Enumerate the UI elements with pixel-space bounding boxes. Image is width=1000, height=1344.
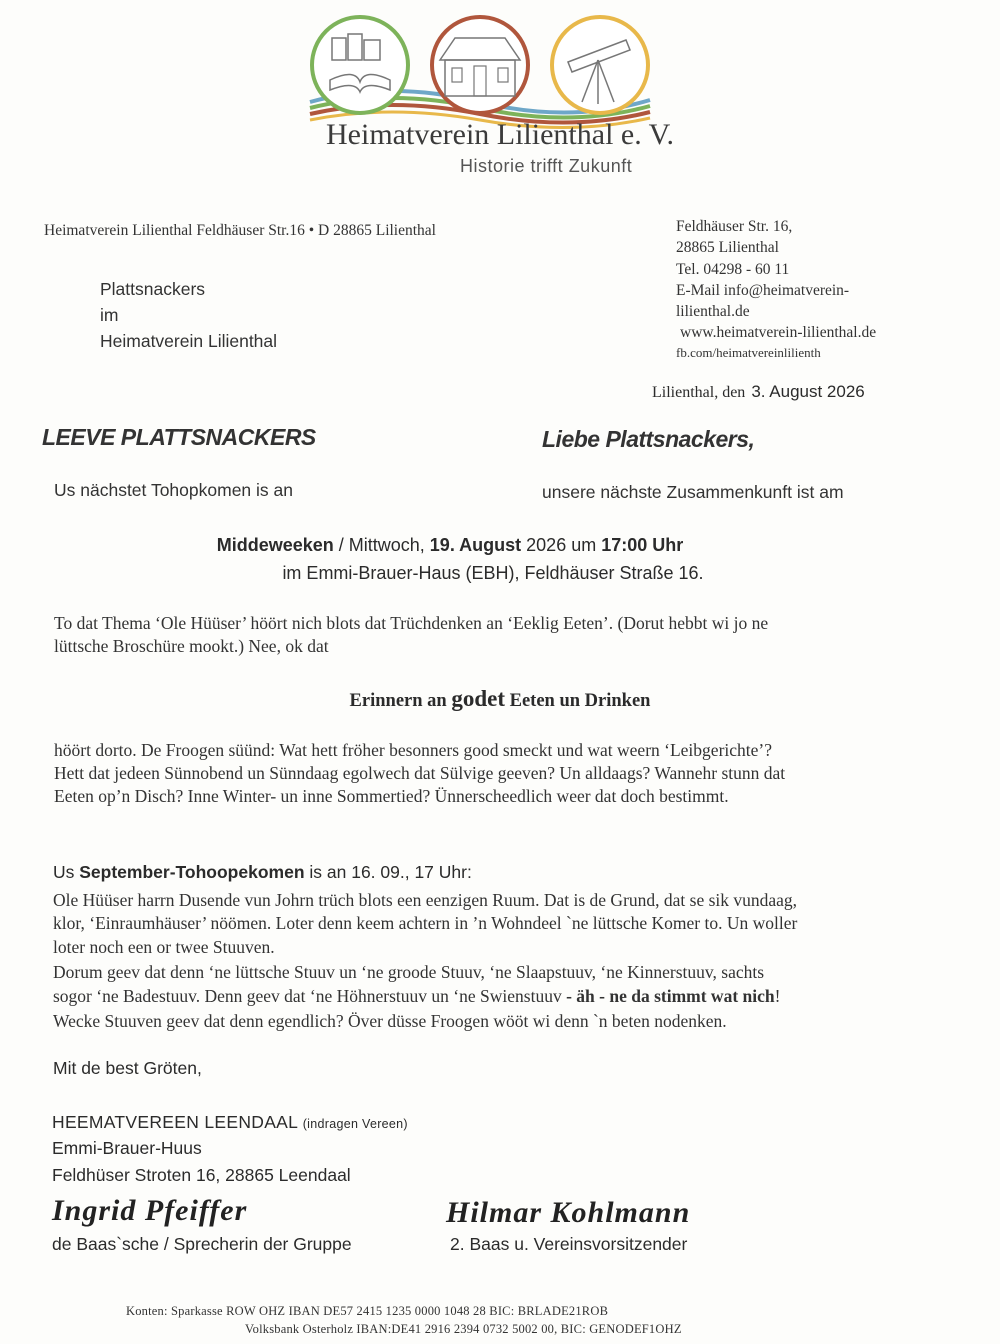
paragraph-3-line-5-a: sogor ‘ne Badestuuv. Denn geev dat ‘ne Höhnerstuuv un ‘ne Swienstuuv bbox=[53, 986, 562, 1006]
paragraph-3-line-6: Wecke Stuuven geev dat denn egendlich? Över düsse Froogen wööt wi denn `n beten nodenken. bbox=[53, 1011, 727, 1031]
topic-big-word: godet bbox=[451, 686, 505, 711]
contact-city: 28865 Lilienthal bbox=[676, 239, 779, 256]
paragraph-2-line-1: höört dorto. De Froogen süünd: Wat hett fröher besonners good smeckt und wat weern ‘Leibgerichte’? bbox=[54, 740, 772, 760]
paragraph-3-line-2: klor, ‘Einraumhäuser’ nöömen. Loter denn keem achtern in ’n Wohndeel `ne lüttsche Komer to. Un woller bbox=[53, 913, 798, 933]
signature-org bbox=[52, 1112, 408, 1133]
topic-title bbox=[0, 686, 1000, 712]
meeting-date: 19. August bbox=[429, 535, 522, 555]
signature-2-name: Hilmar Kohlmann bbox=[446, 1196, 691, 1229]
paragraph-3-line-5-bold: - äh - ne da stimmt wat nich bbox=[561, 986, 775, 1006]
meeting-year: 2026 um bbox=[521, 535, 602, 555]
paragraph-3-line-5-c: ! bbox=[774, 986, 781, 1006]
paragraph-3-line-1: Ole Hüüser harrn Dusende vun Johrn trüch blots een eenzigen Ruum. Dat is de Grund, dat se sik vundaag, bbox=[53, 890, 798, 910]
signature-org-note: (indragen Vereen) bbox=[302, 1117, 408, 1131]
greeting-german: Liebe Plattsnackers, bbox=[542, 426, 755, 452]
recipient-line-3: Heimatverein Lilienthal bbox=[100, 331, 278, 351]
meeting-location: im Emmi-Brauer-Haus (EBH), Feldhäuser Straße 16. bbox=[282, 563, 704, 583]
meeting-time: 17:00 Uhr bbox=[601, 535, 684, 555]
recipient-line-1: Plattsnackers bbox=[100, 279, 206, 299]
date-line bbox=[652, 382, 865, 402]
footer-bank-2: Volksbank Osterholz IBAN:DE41 2916 2394 0732 5002 00, BIC: GENODEF1OHZ bbox=[245, 1322, 682, 1336]
september-prefix: Us bbox=[53, 862, 80, 882]
contact-phone: Tel. 04298 - 60 11 bbox=[676, 261, 790, 278]
contact-web: www.heimatverein-lilienthal.de bbox=[680, 324, 877, 341]
meeting-day-platt: Middeweeken bbox=[216, 535, 334, 555]
meeting-sep: / Mittwoch, bbox=[333, 535, 430, 555]
paragraph-1-line-2: lüttsche Broschüre mookt.) Nee, ok dat bbox=[54, 636, 329, 656]
topic-part-1: Erinnern an bbox=[349, 691, 452, 711]
paragraph-2-line-3: Eeten op’n Disch? Inne Winter- un inne Sommertied? Ünnerscheedlich weer dat doch bestimmt. bbox=[54, 786, 729, 806]
footer-bank-1: Konten: Sparkasse ROW OHZ IBAN DE57 2415 1235 0000 1048 28 BIC: BRLADE21ROB bbox=[126, 1304, 609, 1318]
september-meeting-line bbox=[53, 862, 472, 883]
closing: Mit de best Gröten, bbox=[53, 1058, 202, 1078]
contact-email-2: lilienthal.de bbox=[676, 303, 750, 320]
telescope-circle-icon bbox=[552, 17, 648, 113]
contact-facebook: fb.com/heimatvereinlilienth bbox=[676, 345, 821, 360]
signature-house: Emmi-Brauer-Huus bbox=[52, 1138, 202, 1158]
paragraph-3-line-3: loter noch een or twee Stuuven. bbox=[53, 937, 275, 957]
contact-street: Feldhäuser Str. 16, bbox=[676, 218, 793, 235]
september-suffix: is an 16. 09., 17 Uhr: bbox=[304, 862, 472, 882]
logo-graphic bbox=[300, 10, 660, 130]
paragraph-1-line-1: To dat Thema ‘Ole Hüüser’ höört nich blots dat Trüchdenken an ‘Eeklig Eeten’. (Dorut hebbt wi jo ne bbox=[54, 613, 769, 633]
paragraph-3-line-4: Dorum geev dat denn ‘ne lüttsche Stuuv un ‘ne groode Stuuv, ‘ne Slaapstuuv, ‘ne Kinnerstuuv, sachts bbox=[53, 962, 765, 982]
meeting-datetime bbox=[0, 535, 900, 556]
topic-part-2: Eeten un Drinken bbox=[505, 691, 651, 711]
date-prefix: Lilienthal, den bbox=[652, 384, 746, 401]
paragraph-2-line-2: Hett dat jedeen Sünnobend un Sünndaag egolwech dat Sülvige geeven? Un alldaags? Wannehr stunn dat bbox=[54, 763, 786, 783]
greeting-plattdeutsch: LEEVE PLATTSNACKERS bbox=[42, 424, 316, 450]
org-tagline: Historie trifft Zukunft bbox=[460, 156, 633, 176]
signature-2-role: 2. Baas u. Vereinsvorsitzender bbox=[450, 1234, 688, 1254]
signature-address: Feldhüser Stroten 16, 28865 Leendaal bbox=[52, 1165, 351, 1185]
intro-german: unsere nächste Zusammenkunft ist am bbox=[542, 482, 844, 502]
signature-1-role: de Baas`sche / Sprecherin der Gruppe bbox=[52, 1234, 352, 1254]
books-circle-icon bbox=[312, 17, 408, 113]
date-value: 3. August 2026 bbox=[751, 382, 865, 401]
intro-plattdeutsch: Us nächstet Tohopkomen is an bbox=[54, 480, 293, 500]
paragraph-3-line-5 bbox=[53, 985, 933, 1009]
september-bold: September-Tohoopekomen bbox=[79, 862, 305, 882]
signature-1-name: Ingrid Pfeiffer bbox=[52, 1194, 248, 1227]
org-name: Heimatverein Lilienthal e. V. bbox=[326, 118, 674, 151]
contact-email-1: E-Mail info@heimatverein- bbox=[676, 282, 850, 299]
sender-address-line: Heimatverein Lilienthal Feldhäuser Str.16 • D 28865 Lilienthal bbox=[44, 222, 436, 239]
house-circle-icon bbox=[432, 17, 528, 113]
recipient-line-2: im bbox=[100, 305, 119, 325]
signature-org-name: HEEMATVEREEN LEENDAAL bbox=[52, 1112, 298, 1132]
